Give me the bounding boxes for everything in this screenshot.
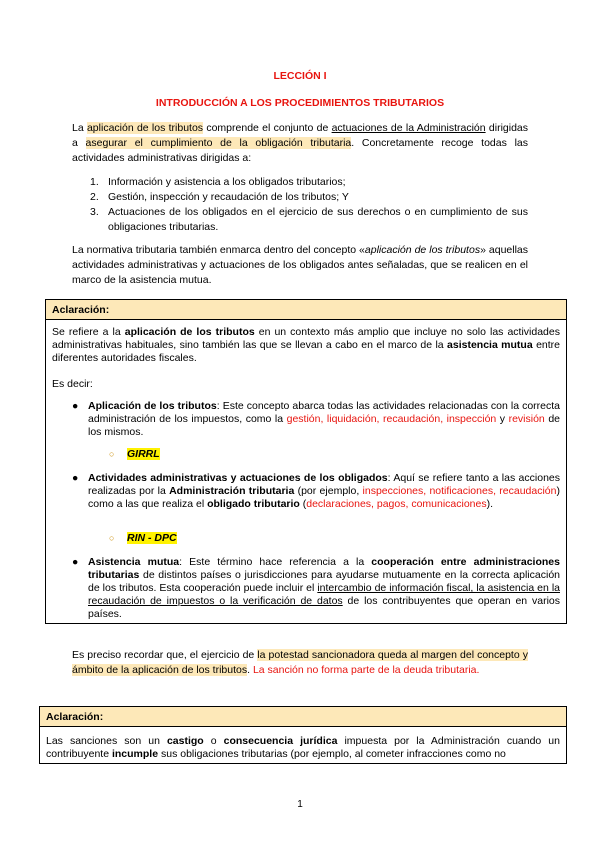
list-item: 1. Información y asistencia a los obligados tributarios; <box>90 176 346 188</box>
sub-item: ○ RIN - DPC <box>109 532 177 544</box>
sub-item: ○ GIRRL <box>109 448 160 460</box>
sancion-paragraph: Es preciso recordar que, el ejercicio de la potestad sancionadora queda al margen del concepto y ámbito de la aplicación de los tributos. La sanción no forma parte de la deuda tributaria. <box>72 649 528 676</box>
lesson-subtitle: INTRODUCCIÓN A LOS PROCEDIMIENTOS TRIBUTARIOS <box>155 97 445 109</box>
circle-bullet-icon: ○ <box>109 449 115 459</box>
bullet-item: ● Actividades administrativas y actuaciones de los obligados: Aquí se refiere tanto a las acciones realizadas por la Administración tributaria (por ejemplo, inspecciones, notificaciones, recaudación) como a las que realiza el obligado tributario (declaraciones, pagos, comunicaciones). <box>72 472 560 510</box>
lesson-title: LECCIÓN I <box>273 70 327 82</box>
intro-paragraph: La aplicación de los tributos comprende el conjunto de actuaciones de la Administración dirigidas a asegurar el cumplimiento de la obligación tributaria. Concretamente recoge todas las actividades administrativas dirigidas a: <box>72 122 528 164</box>
clarification-box <box>45 299 567 624</box>
bullet-dot-icon: ● <box>72 400 79 412</box>
box-paragraph: Se refiere a la aplicación de los tributos en un contexto más amplio que incluye no solo las actividades administrativas habituales, sino también las que se llevan a cabo en el marco de la asistencia mutua entre diferentes autoridades fiscales. <box>52 326 560 364</box>
es-decir: Es decir: <box>52 378 93 390</box>
clarification-box-2 <box>39 706 567 764</box>
box-header: Aclaración: <box>46 300 566 320</box>
list-item: 2. Gestión, inspección y recaudación de los tributos; Y <box>90 191 349 203</box>
page-number: 1 <box>297 799 303 810</box>
circle-bullet-icon: ○ <box>109 533 115 543</box>
bullet-item: ● Asistencia mutua: Este término hace referencia a la cooperación entre administraciones tributarias de distintos países o jurisdicciones para ayudarse mutuamente en la correcta aplicación de los tributos. Esta cooperación puede incluir el intercambio de información fiscal, la asistencia en la recaudación de impuestos o la verificación de datos de los contribuyentes que operan en varios países. <box>72 556 560 620</box>
box-paragraph: Las sanciones son un castigo o consecuencia jurídica impuesta por la Administración cuando un contribuyente incumple sus obligaciones tributarias (por ejemplo, al cometer infracciones como no <box>46 735 560 760</box>
box-header: Aclaración: <box>40 707 566 727</box>
normativa-paragraph: La normativa tributaria también enmarca dentro del concepto «aplicación de los tributos» aquellas actividades administrativas y actuaciones de los obligados antes señaladas, que se realicen en el marco de la asistencia mutua. <box>72 244 529 286</box>
list-item: 3. Actuaciones de los obligados en el ejercicio de sus derechos o en cumplimiento de sus obligaciones tributarias. <box>90 206 528 233</box>
bullet-dot-icon: ● <box>72 472 79 484</box>
bullet-item: ● Aplicación de los tributos: Este concepto abarca todas las actividades relacionadas con la correcta administración de los impuestos, como la gestión, liquidación, recaudación, inspección y revisión de los mismos. <box>72 400 561 438</box>
bullet-dot-icon: ● <box>72 556 79 568</box>
